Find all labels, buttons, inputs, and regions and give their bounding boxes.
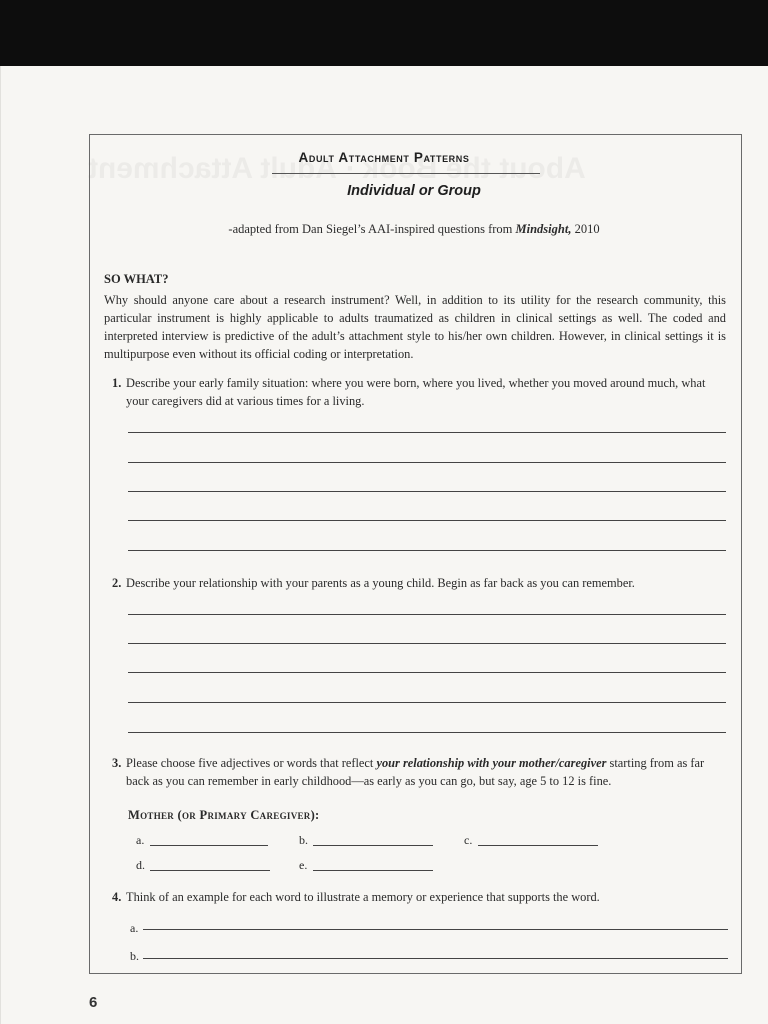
example-line-a[interactable] (143, 929, 728, 930)
question-4 (112, 888, 726, 906)
answer-line-q1-4[interactable] (128, 520, 726, 521)
intro-paragraph: Why should anyone care about a research instrument? Well, in addition to its utility for the research community, this particular instrument is highly applicable to adults traumatized as children in clinical settings as well. The coded and interpreted interview is predictive of the adult’s attachment style to his/her own children. However, in clinical settings it is multipurpose even without its official coding or interpretation. (104, 293, 726, 361)
question-1 (112, 374, 726, 410)
question-text: Describe your relationship with your parents as a young child. Begin as far back as you can remember. (126, 576, 635, 590)
blank-line[interactable] (313, 845, 433, 846)
adjective-slot-a[interactable] (136, 833, 144, 848)
slot-letter: d. (136, 858, 145, 872)
question-text: Describe your early family situation: where you were born, where you lived, whether you moved around much, what your caregivers did at various times for a living. (126, 376, 706, 408)
answer-line-q1-1[interactable] (128, 432, 726, 433)
question-number: 1. (112, 376, 122, 390)
answer-line-q2-1[interactable] (128, 614, 726, 615)
slot-letter: a. (136, 833, 145, 847)
worksheet-title: Adult Attachment Patterns (298, 150, 470, 165)
example-slot-a-label: a. (130, 921, 139, 935)
blank-line[interactable] (313, 870, 433, 871)
section-heading: SO WHAT? (104, 272, 169, 286)
blank-line[interactable] (150, 845, 268, 846)
answer-line-q1-5[interactable] (128, 550, 726, 551)
worksheet-subtitle: Individual or Group (347, 183, 481, 199)
answer-line-q2-2[interactable] (128, 643, 726, 644)
question-3 (112, 754, 726, 790)
answer-line-q1-3[interactable] (128, 491, 726, 492)
source-credit (0, 222, 768, 237)
slot-letter: c. (464, 833, 473, 847)
adjective-slot-d[interactable] (136, 858, 145, 873)
adjective-slot-b[interactable] (299, 833, 308, 848)
worksheet-frame (89, 134, 742, 974)
page-number: 6 (89, 994, 98, 1011)
question-number: 4. (112, 890, 122, 904)
question-number: 2. (112, 576, 122, 590)
question-text-part: starting from as far back as you can remember in early childhood—as early as you can go, but say, age 5 to 12 is fine. (126, 756, 705, 788)
credit-year: 2010 (571, 222, 600, 236)
slot-letter: b. (299, 833, 308, 847)
slot-letter: e. (299, 858, 308, 872)
answer-line-q1-2[interactable] (128, 462, 726, 463)
title-underline (272, 173, 540, 174)
scan-background (0, 0, 768, 66)
answer-line-q2-5[interactable] (128, 732, 726, 733)
adjective-slot-e[interactable] (299, 858, 307, 873)
question-2 (112, 574, 726, 592)
question-emphasis: your relationship with your mother/caregiver (376, 756, 607, 770)
question-number: 3. (112, 756, 122, 770)
answer-line-q2-3[interactable] (128, 672, 726, 673)
question-text-part: Please choose five adjectives or words that reflect (126, 756, 377, 770)
question-text (112, 754, 726, 790)
example-slot-b-label: b. (130, 949, 139, 963)
credit-prefix: -adapted from Dan Siegel’s AAI-inspired questions from (228, 222, 516, 236)
blank-line[interactable] (478, 845, 598, 846)
example-line-b[interactable] (143, 958, 728, 959)
blank-line[interactable] (150, 870, 270, 871)
question-text: Think of an example for each word to illustrate a memory or experience that supports the word. (126, 890, 600, 904)
caregiver-label: Mother (or Primary Caregiver): (128, 808, 320, 822)
answer-line-q2-4[interactable] (128, 702, 726, 703)
credit-book-title: Mindsight, (515, 222, 572, 236)
adjective-slot-c[interactable] (464, 833, 472, 848)
